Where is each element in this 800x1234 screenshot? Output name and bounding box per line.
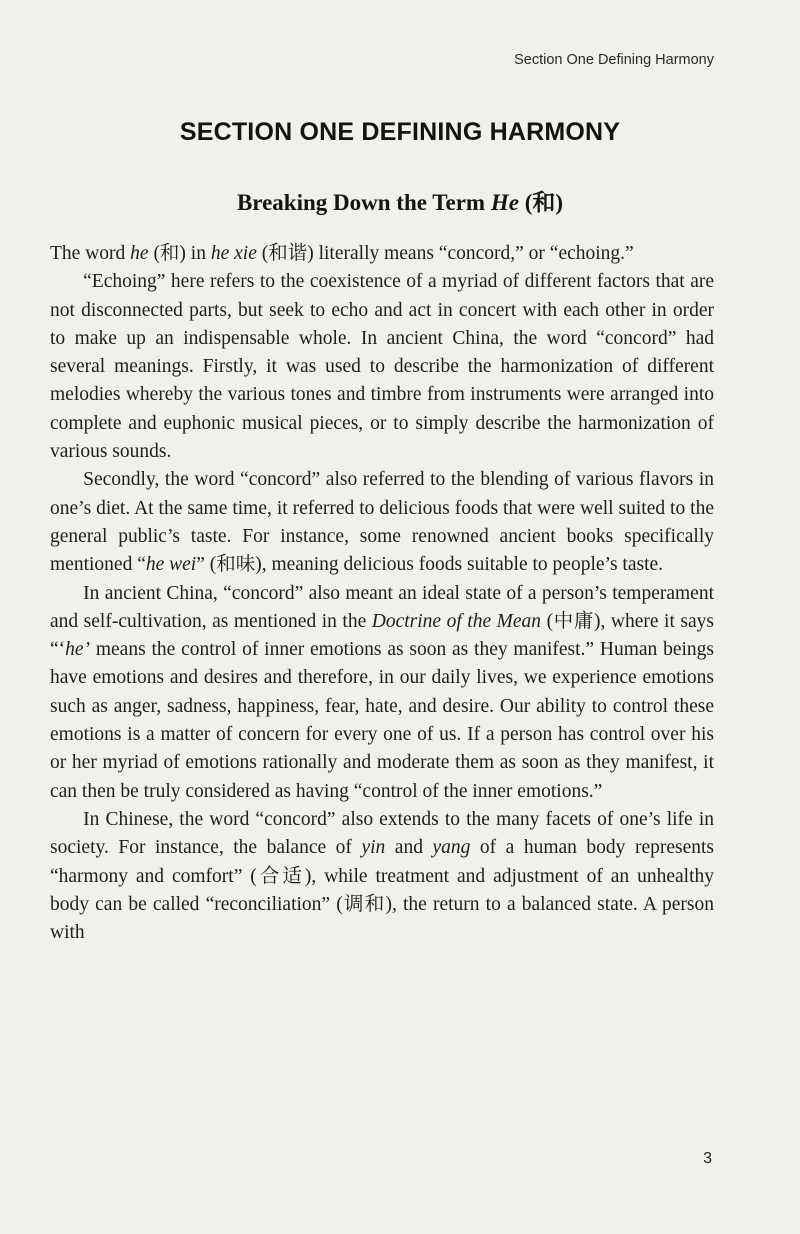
page-number: 3 <box>703 1150 712 1167</box>
paragraph-5: In Chinese, the word “concord” also extends to the many facets of one’s life in society. For instance, the balance of yin and yang of a human body represents “harmony and comfort” (合适), while treatment and adjustment of an unhealthy body can be called “reconciliation” (调和), the return to a balanced state. A person with <box>50 808 714 944</box>
paragraph-4: In ancient China, “concord” also meant an ideal state of a person’s temperament and self-cultivation, as mentioned in the Doctrine of the Mean (中庸), where it says “‘he’ means the control of inner emotions as soon as they manifest.” Human beings have emotions and desires and therefore, in our daily lives, we experience emotions such as anger, sadness, happiness, fear, hate, and desire. Our ability to control these emotions is a matter of concern for every one of us. If a person has control over his or her myriad of emotions rationally and moderate them as soon as they manifest, it can then be truly considered as having “control of the inner emotions.” <box>50 582 714 802</box>
paragraph-2: “Echoing” here refers to the coexistence of a myriad of different factors that are not disconnected parts, but seek to echo and act in concert with each other in order to make up an indispensable whole. In ancient China, the word “concord” had several meanings. Firstly, it was used to describe the harmonization of different melodies whereby the various tones and timbre from instruments were arranged into complete and euphonic musical pieces, or to simply describe the harmonization of various sounds. <box>50 271 714 463</box>
paragraph-3: Secondly, the word “concord” also referred to the blending of various flavors in one’s diet. At the same time, it referred to delicious foods that were well suited to the general public’s taste. For instance, some renowned ancient books specifically mentioned “he wei” (和味), meaning delicious foods suitable to people’s taste. <box>50 469 714 576</box>
subsection-title <box>0 184 800 217</box>
paragraph-1: The word he (和) in he xie (和谐) literally means “concord,” or “echoing.” <box>50 243 634 264</box>
body-text <box>50 240 714 947</box>
subsection-title-text: Breaking Down the Term He (和) <box>236 190 564 215</box>
running-header: Section One Defining Harmony <box>514 52 714 68</box>
section-title: SECTION ONE DEFINING HARMONY <box>179 118 621 146</box>
